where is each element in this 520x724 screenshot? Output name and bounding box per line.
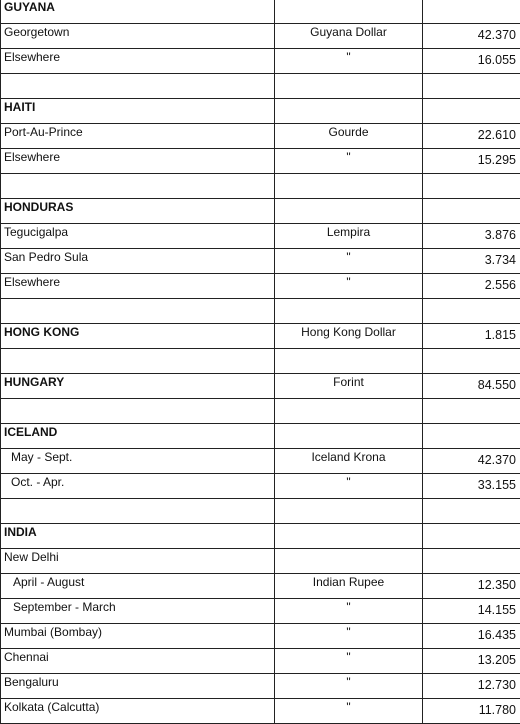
country-heading: ICELAND <box>1 424 275 449</box>
table-row <box>1 249 520 274</box>
location-cell: Bengaluru <box>1 674 275 699</box>
location-cell <box>1 74 275 99</box>
rate-cell: 15.295 <box>423 149 520 174</box>
country-heading: HAITI <box>1 99 275 124</box>
table-row <box>1 599 520 624</box>
table-row <box>1 424 520 449</box>
country-heading: HONG KONG <box>1 324 275 349</box>
currency-cell: Hong Kong Dollar <box>275 324 423 349</box>
table-row <box>1 549 520 574</box>
location-cell: San Pedro Sula <box>1 249 275 274</box>
rate-cell <box>423 199 520 224</box>
rate-cell: 14.155 <box>423 599 520 624</box>
currency-cell: " <box>275 274 423 299</box>
location-cell: Georgetown <box>1 24 275 49</box>
rate-cell <box>423 0 520 24</box>
location-cell: Elsewhere <box>1 274 275 299</box>
table-row <box>1 299 520 324</box>
table-row <box>1 524 520 549</box>
table-row <box>1 399 520 424</box>
location-cell: September - March <box>1 599 275 624</box>
table-row <box>1 274 520 299</box>
rate-cell <box>423 74 520 99</box>
currency-cell <box>275 524 423 549</box>
rate-cell: 2.556 <box>423 274 520 299</box>
rate-cell <box>423 174 520 199</box>
rate-cell: 42.370 <box>423 24 520 49</box>
country-heading: INDIA <box>1 524 275 549</box>
table-row <box>1 324 520 349</box>
location-cell <box>1 349 275 374</box>
currency-cell <box>275 399 423 424</box>
rate-cell <box>423 399 520 424</box>
location-cell: Tegucigalpa <box>1 224 275 249</box>
table-row <box>1 24 520 49</box>
currency-cell: " <box>275 599 423 624</box>
table-row <box>1 49 520 74</box>
table-row <box>1 474 520 499</box>
currency-cell: " <box>275 624 423 649</box>
table-row <box>1 349 520 374</box>
table-row <box>1 199 520 224</box>
currency-cell: Forint <box>275 374 423 399</box>
location-cell <box>1 174 275 199</box>
table-row <box>1 624 520 649</box>
currency-cell: " <box>275 699 423 724</box>
rate-cell: 33.155 <box>423 474 520 499</box>
location-cell <box>1 499 275 524</box>
rate-cell: 1.815 <box>423 324 520 349</box>
currency-cell: " <box>275 649 423 674</box>
currency-cell: " <box>275 249 423 274</box>
rate-cell <box>423 524 520 549</box>
rate-cell: 16.055 <box>423 49 520 74</box>
table-row <box>1 0 520 24</box>
rate-cell: 42.370 <box>423 449 520 474</box>
rate-cell <box>423 499 520 524</box>
rate-cell <box>423 424 520 449</box>
location-cell: New Delhi <box>1 549 275 574</box>
table-row <box>1 574 520 599</box>
rate-cell: 84.550 <box>423 374 520 399</box>
currency-cell <box>275 0 423 24</box>
country-heading: HONDURAS <box>1 199 275 224</box>
rate-cell: 13.205 <box>423 649 520 674</box>
rate-cell: 12.730 <box>423 674 520 699</box>
table-row <box>1 99 520 124</box>
currency-cell: " <box>275 474 423 499</box>
table-row <box>1 449 520 474</box>
table-row <box>1 649 520 674</box>
location-cell <box>1 399 275 424</box>
rate-cell <box>423 349 520 374</box>
currency-cell: " <box>275 49 423 74</box>
currency-cell: Indian Rupee <box>275 574 423 599</box>
currency-cell <box>275 299 423 324</box>
currency-cell <box>275 174 423 199</box>
rate-cell: 3.876 <box>423 224 520 249</box>
currency-cell <box>275 424 423 449</box>
table-row <box>1 699 520 724</box>
location-cell: Oct. - Apr. <box>1 474 275 499</box>
table-row <box>1 74 520 99</box>
table-row <box>1 674 520 699</box>
country-heading: HUNGARY <box>1 374 275 399</box>
location-cell <box>1 299 275 324</box>
rate-cell <box>423 99 520 124</box>
location-cell: Mumbai (Bombay) <box>1 624 275 649</box>
table-row <box>1 499 520 524</box>
country-heading: GUYANA <box>1 0 275 24</box>
currency-cell <box>275 349 423 374</box>
currency-cell: Lempira <box>275 224 423 249</box>
rate-cell: 3.734 <box>423 249 520 274</box>
table-row <box>1 374 520 399</box>
table-row <box>1 224 520 249</box>
currency-cell: Iceland Krona <box>275 449 423 474</box>
location-cell: Kolkata (Calcutta) <box>1 699 275 724</box>
rate-cell: 16.435 <box>423 624 520 649</box>
currency-cell <box>275 499 423 524</box>
currency-cell <box>275 74 423 99</box>
rate-cell <box>423 549 520 574</box>
location-cell: April - August <box>1 574 275 599</box>
currency-cell <box>275 99 423 124</box>
location-cell: Elsewhere <box>1 149 275 174</box>
currency-cell: Gourde <box>275 124 423 149</box>
currency-cell: " <box>275 149 423 174</box>
table-row <box>1 124 520 149</box>
table-row <box>1 149 520 174</box>
location-cell: Chennai <box>1 649 275 674</box>
table-row <box>1 174 520 199</box>
currency-cell <box>275 199 423 224</box>
currency-cell: Guyana Dollar <box>275 24 423 49</box>
currency-cell: " <box>275 674 423 699</box>
location-cell: May - Sept. <box>1 449 275 474</box>
rate-cell: 22.610 <box>423 124 520 149</box>
rate-cell <box>423 299 520 324</box>
location-cell: Elsewhere <box>1 49 275 74</box>
location-cell: Port-Au-Prince <box>1 124 275 149</box>
rate-cell: 11.780 <box>423 699 520 724</box>
rate-cell: 12.350 <box>423 574 520 599</box>
currency-cell <box>275 549 423 574</box>
